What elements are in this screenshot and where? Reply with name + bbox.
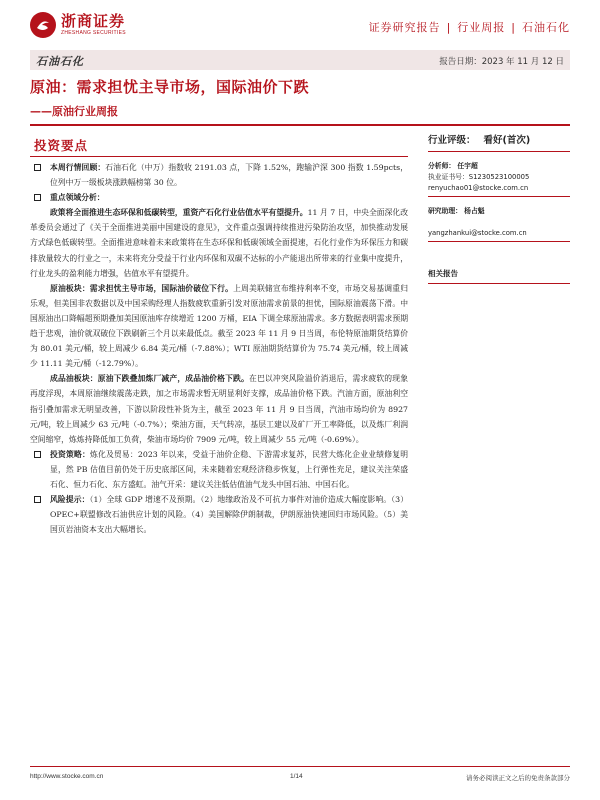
report-subtitle: ——原油行业周报 <box>30 105 118 118</box>
divider: | <box>446 21 452 34</box>
sidebar <box>428 132 570 284</box>
refined-oil-paragraph: 成品油板块：原油下跌叠加炼厂减产，成品油价格下跌。在巴以冲突风险溢价消退后，需求疲软的现象再度浮现，本周原油继续震荡走跌，加之市场需求暂无明显利好支撑，成品油价格下跌。汽油方面，原油利空指引叠加需求无明显改善，下游以阶段性补货为主，截至 2023 年 11 月 9 日当周，汽油市场均价为 8927 元/吨，较上周减少 63 元/吨（-0.7%）；柴油方面，天气转凉，基层工建以及矿厂开工率降低，以及炼厂利润空间缩窄，炼炼持降低加工负荷，柴油市场均价 7909 元/吨，较上周减少 55 元/吨（-0.69%）。 <box>30 374 409 444</box>
logo-english-name: ZHESHANG SECURITIES <box>61 30 126 36</box>
logo-emblem-icon <box>30 12 56 38</box>
title-divider <box>30 124 570 126</box>
checkbox-bullet-icon <box>34 451 41 458</box>
checkbox-bullet-icon <box>34 496 41 503</box>
assistant-name: 杨占魁 <box>464 207 485 215</box>
report-type-label: 证券研究报告 <box>368 21 441 34</box>
band-industry: 石油石化 <box>36 55 84 68</box>
checkbox-bullet-icon <box>34 164 41 171</box>
divider: | <box>511 21 516 34</box>
industry-rating: 行业评级： 看好(首次) <box>428 132 570 152</box>
checkbox-bullet-icon <box>34 194 41 201</box>
rating-value: 看好(首次) <box>483 135 531 146</box>
footer-divider <box>30 766 570 767</box>
main-content <box>30 160 408 537</box>
footer-url[interactable]: http://www.stocke.com.cn <box>30 773 104 780</box>
report-title: 原油：需求担忧主导市场，国际油价下跌 <box>30 78 310 96</box>
risk-warning: 风险提示：（1）全球 GDP 增速不及预期。（2）地缘政治及不可抗力事件对油价造成大幅度影响。（3）OPEC+联盟修改石油供应计划的风险。（4）美国解除伊朗制裁，伊朗原油快速回归市场风险。（5）美国页岩油资本支出大幅增长。 <box>30 492 408 537</box>
logo-chinese-name: 浙商证券 <box>61 12 126 30</box>
page-header <box>0 0 600 48</box>
report-category-nav <box>369 19 570 35</box>
report-date: 报告日期：2023 年 11 月 12 日 <box>439 57 564 67</box>
assistant-email: yangzhankui@stocke.com.cn <box>428 229 527 237</box>
industry-band <box>30 50 570 70</box>
report-kind-label: 行业周报 <box>457 21 506 34</box>
crude-oil-paragraph: 原油板块：需求担忧主导市场，国际油价破位下行。上周美联储宣布维持利率不变，市场交易基调重归乐观，但美国非农数据以及中国采购经理人指数疲软重新引发对原油需求前景的担忧，国际原油震荡下滑。中国原油出口降幅超预期叠加美国原油库存续增近 1200 万桶，EIA 下调全球原油需求。多方数据表明需求预期趋于悲观，油价就双破位下跌刷新三个月以来最低点。截至 2023 年 11 月 9 日当周，布伦特原油期货结算价为 80.01 美元/桶，较上周减少 6.84 美元/桶（-7.88%）；WTI 原油期货结算价为 75.74 美元/桶，较上周减少 11.11 美元/桶（-12.79%）。 <box>30 283 408 369</box>
company-logo <box>30 12 126 38</box>
investment-strategy: 投资策略：炼化及贸易：2023 年以来，受益于油价企稳、下游需求复苏，民营大炼化企业业绩修复明显，然 PB 估值目前仍处于历史底部区间，未来随着宏观经济稳步恢复，上行弹性充足，建议关注荣盛石化、恒力石化、东方盛虹。油气开采：建议关注低估值油气龙头中国石油、中国石化。 <box>30 447 408 492</box>
analyst-email: renyuchao01@stocke.com.cn <box>428 184 529 192</box>
sidebar-divider <box>428 241 570 242</box>
footer-disclaimer: 请务必阅读正文之后的免责条款部分 <box>466 774 570 782</box>
policy-paragraph: 政策将全面推进生态环保和低碳转型，重资产石化行业估值水平有望提升。11 月 7 日，中央全面深化改革委员会通过了《关于全面推进美丽中国建设的意见》，文件重点强调持续推进污染防治攻坚，加快推动发展方式绿色低碳转型。全面推进意味着未来政策将在生态环保和低碳领域全面提速，石化行业作为环保压力和碳排放量较大的行业之一，未来将充分受益于行业内环保和双碳不达标的小产能退出所带来的行业集中度提升，行业龙头的盈利能力增强，估值水平有望提升。 <box>30 208 408 278</box>
weekly-review: 本周行情回顾：石油石化（中万）指数收 2191.03 点，下降 1.52%，跑输沪深 300 指数 1.59pcts，位列中万一级板块涨跌幅榜第 30 位。 <box>30 160 408 190</box>
assistant-info: 研究助理： 杨占魁 yangzhankui@stocke.com.cn <box>428 206 570 242</box>
section-divider <box>30 156 408 157</box>
section-heading: 投资要点 <box>34 138 89 153</box>
industry-label: 石油石化 <box>522 21 570 34</box>
related-reports-heading: 相关报告 <box>428 268 570 284</box>
analyst-info: 分析师： 任宇超 执业证书号：S1230523100005 renyuchao01@stocke.com.cn <box>428 161 570 197</box>
analyst-name: 任宇超 <box>457 162 478 170</box>
cert-number: S1230523100005 <box>468 173 530 181</box>
page-number: 1/14 <box>290 773 303 780</box>
key-areas-heading: 重点领域分析： <box>30 190 408 205</box>
sidebar-divider <box>428 196 570 197</box>
